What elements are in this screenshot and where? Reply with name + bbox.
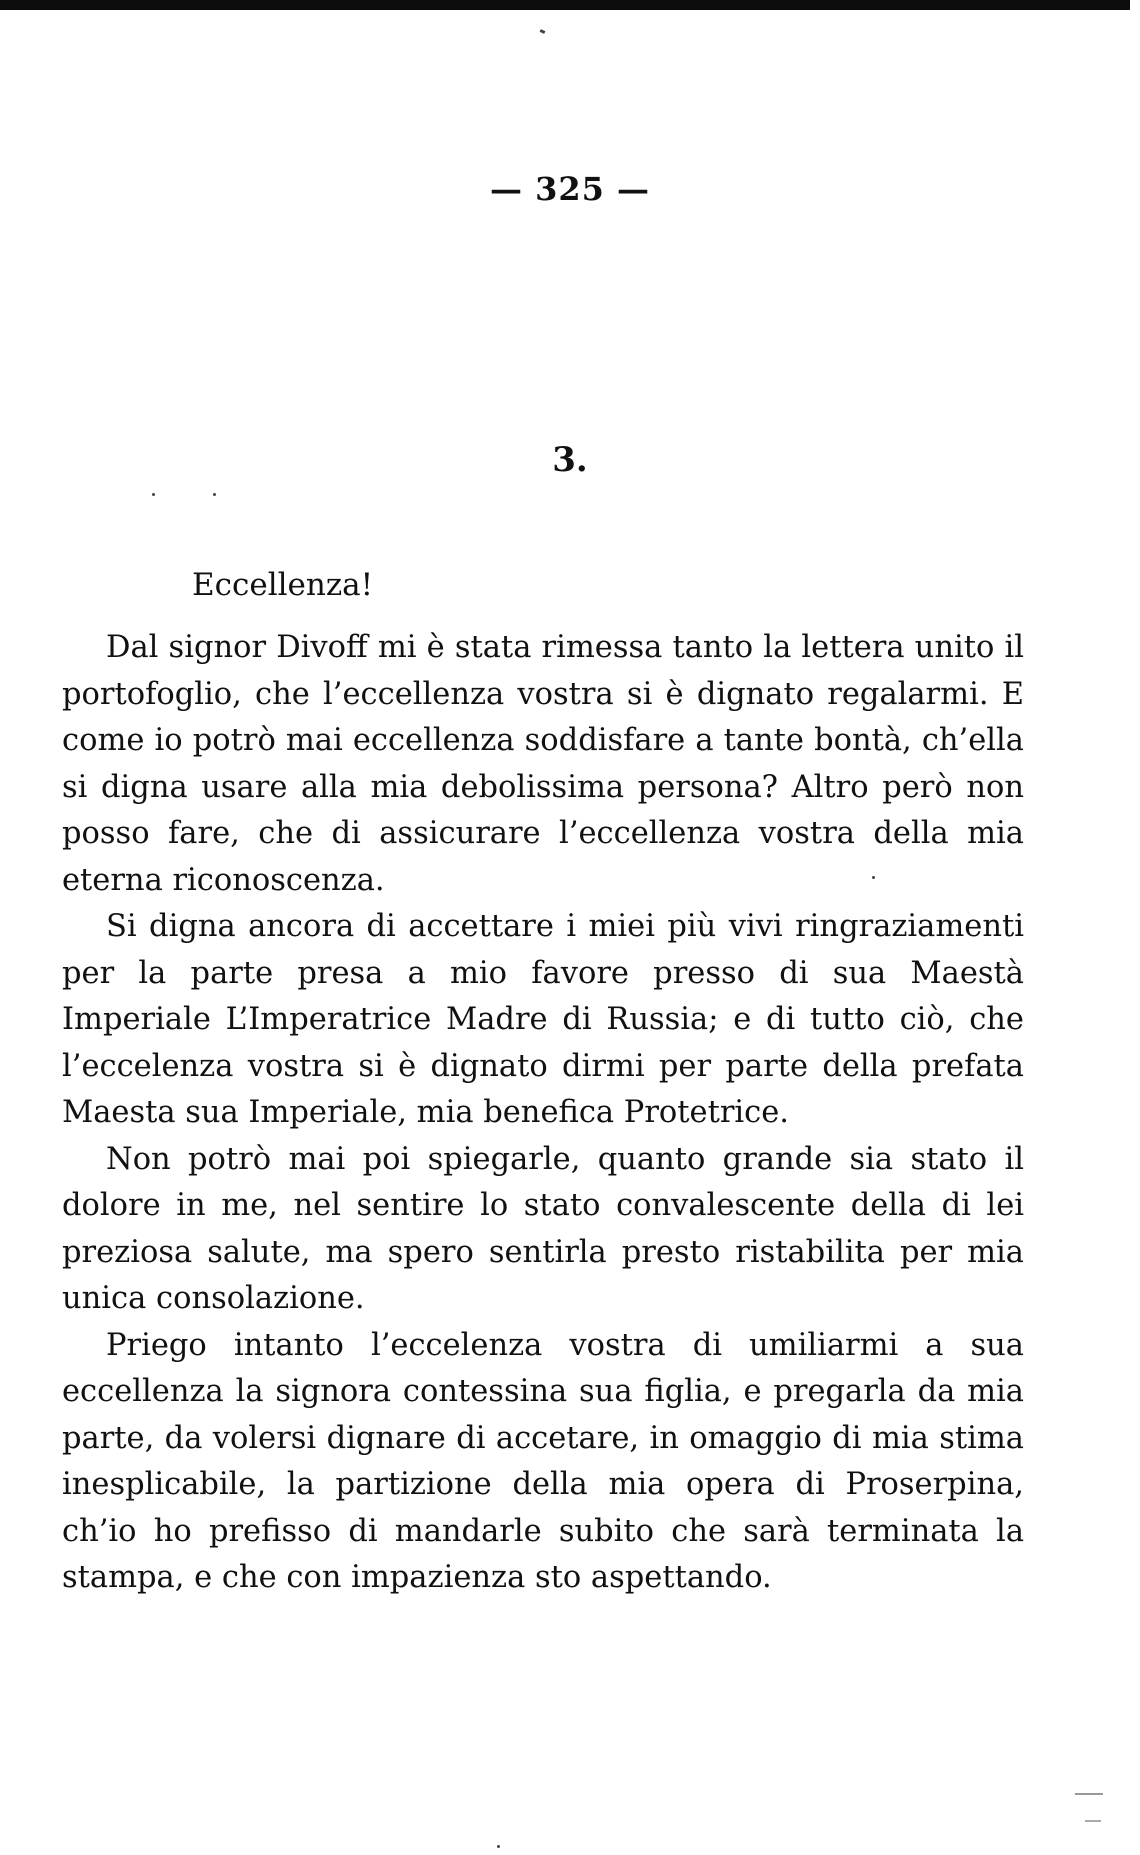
margin-mark (1085, 1820, 1101, 1822)
print-speck (213, 493, 216, 496)
page-number: — 325 — (489, 170, 651, 208)
letter-body (62, 625, 1024, 1602)
paragraph: Si digna ancora di accettare i miei più vivi ringraziamenti per la parte presa a mio favore presso di sua Maestà Imperiale L’Imperatrice Madre di Russia; e di tutto ciò, che l’eccelenza vostra si è dignato dirmi per parte della prefata Maesta sua Imperiale, mia benefica Protetrice. (62, 909, 1024, 1130)
margin-mark (1075, 1793, 1103, 1795)
paragraph: Dal signor Divoff mi è stata rimessa tanto la lettera unito il portofoglio, che l’eccellenza vostra si è dignato regalarmi. E come io potrò mai eccellenza soddisfare a tante bontà, ch’ella si digna usare alla mia debolissima persona? Altro però non posso fare, che di assicurare l’eccellenza vostra della mia eterna riconoscenza. (62, 630, 1024, 898)
paragraph: Priego intanto l’eccelenza vostra di umiliarmi a sua eccellenza la signora contessina sua figlia, e pregarla da mia parte, da volersi dignare di accetare, in omaggio di mia stima inesplicabile, la partizione della mia opera di Proserpina, ch’io ho prefisso di mandarle subito che sarà terminata la stampa, e che con impazienza sto aspettando. (62, 1327, 1024, 1595)
letter-salutation: Eccellenza! (192, 567, 374, 603)
paragraph: Non potrò mai poi spiegarle, quanto grande sia stato il dolore in me, nel sentire lo stato convalescente della di lei preziosa salute, ma spero sentirla presto ristabilita per mia unica consolazione. (62, 1141, 1024, 1316)
top-border-rule (0, 0, 1130, 10)
print-speck (497, 1845, 500, 1848)
print-speck (540, 29, 546, 34)
section-number: 3. (552, 440, 588, 480)
print-speck (152, 493, 155, 496)
